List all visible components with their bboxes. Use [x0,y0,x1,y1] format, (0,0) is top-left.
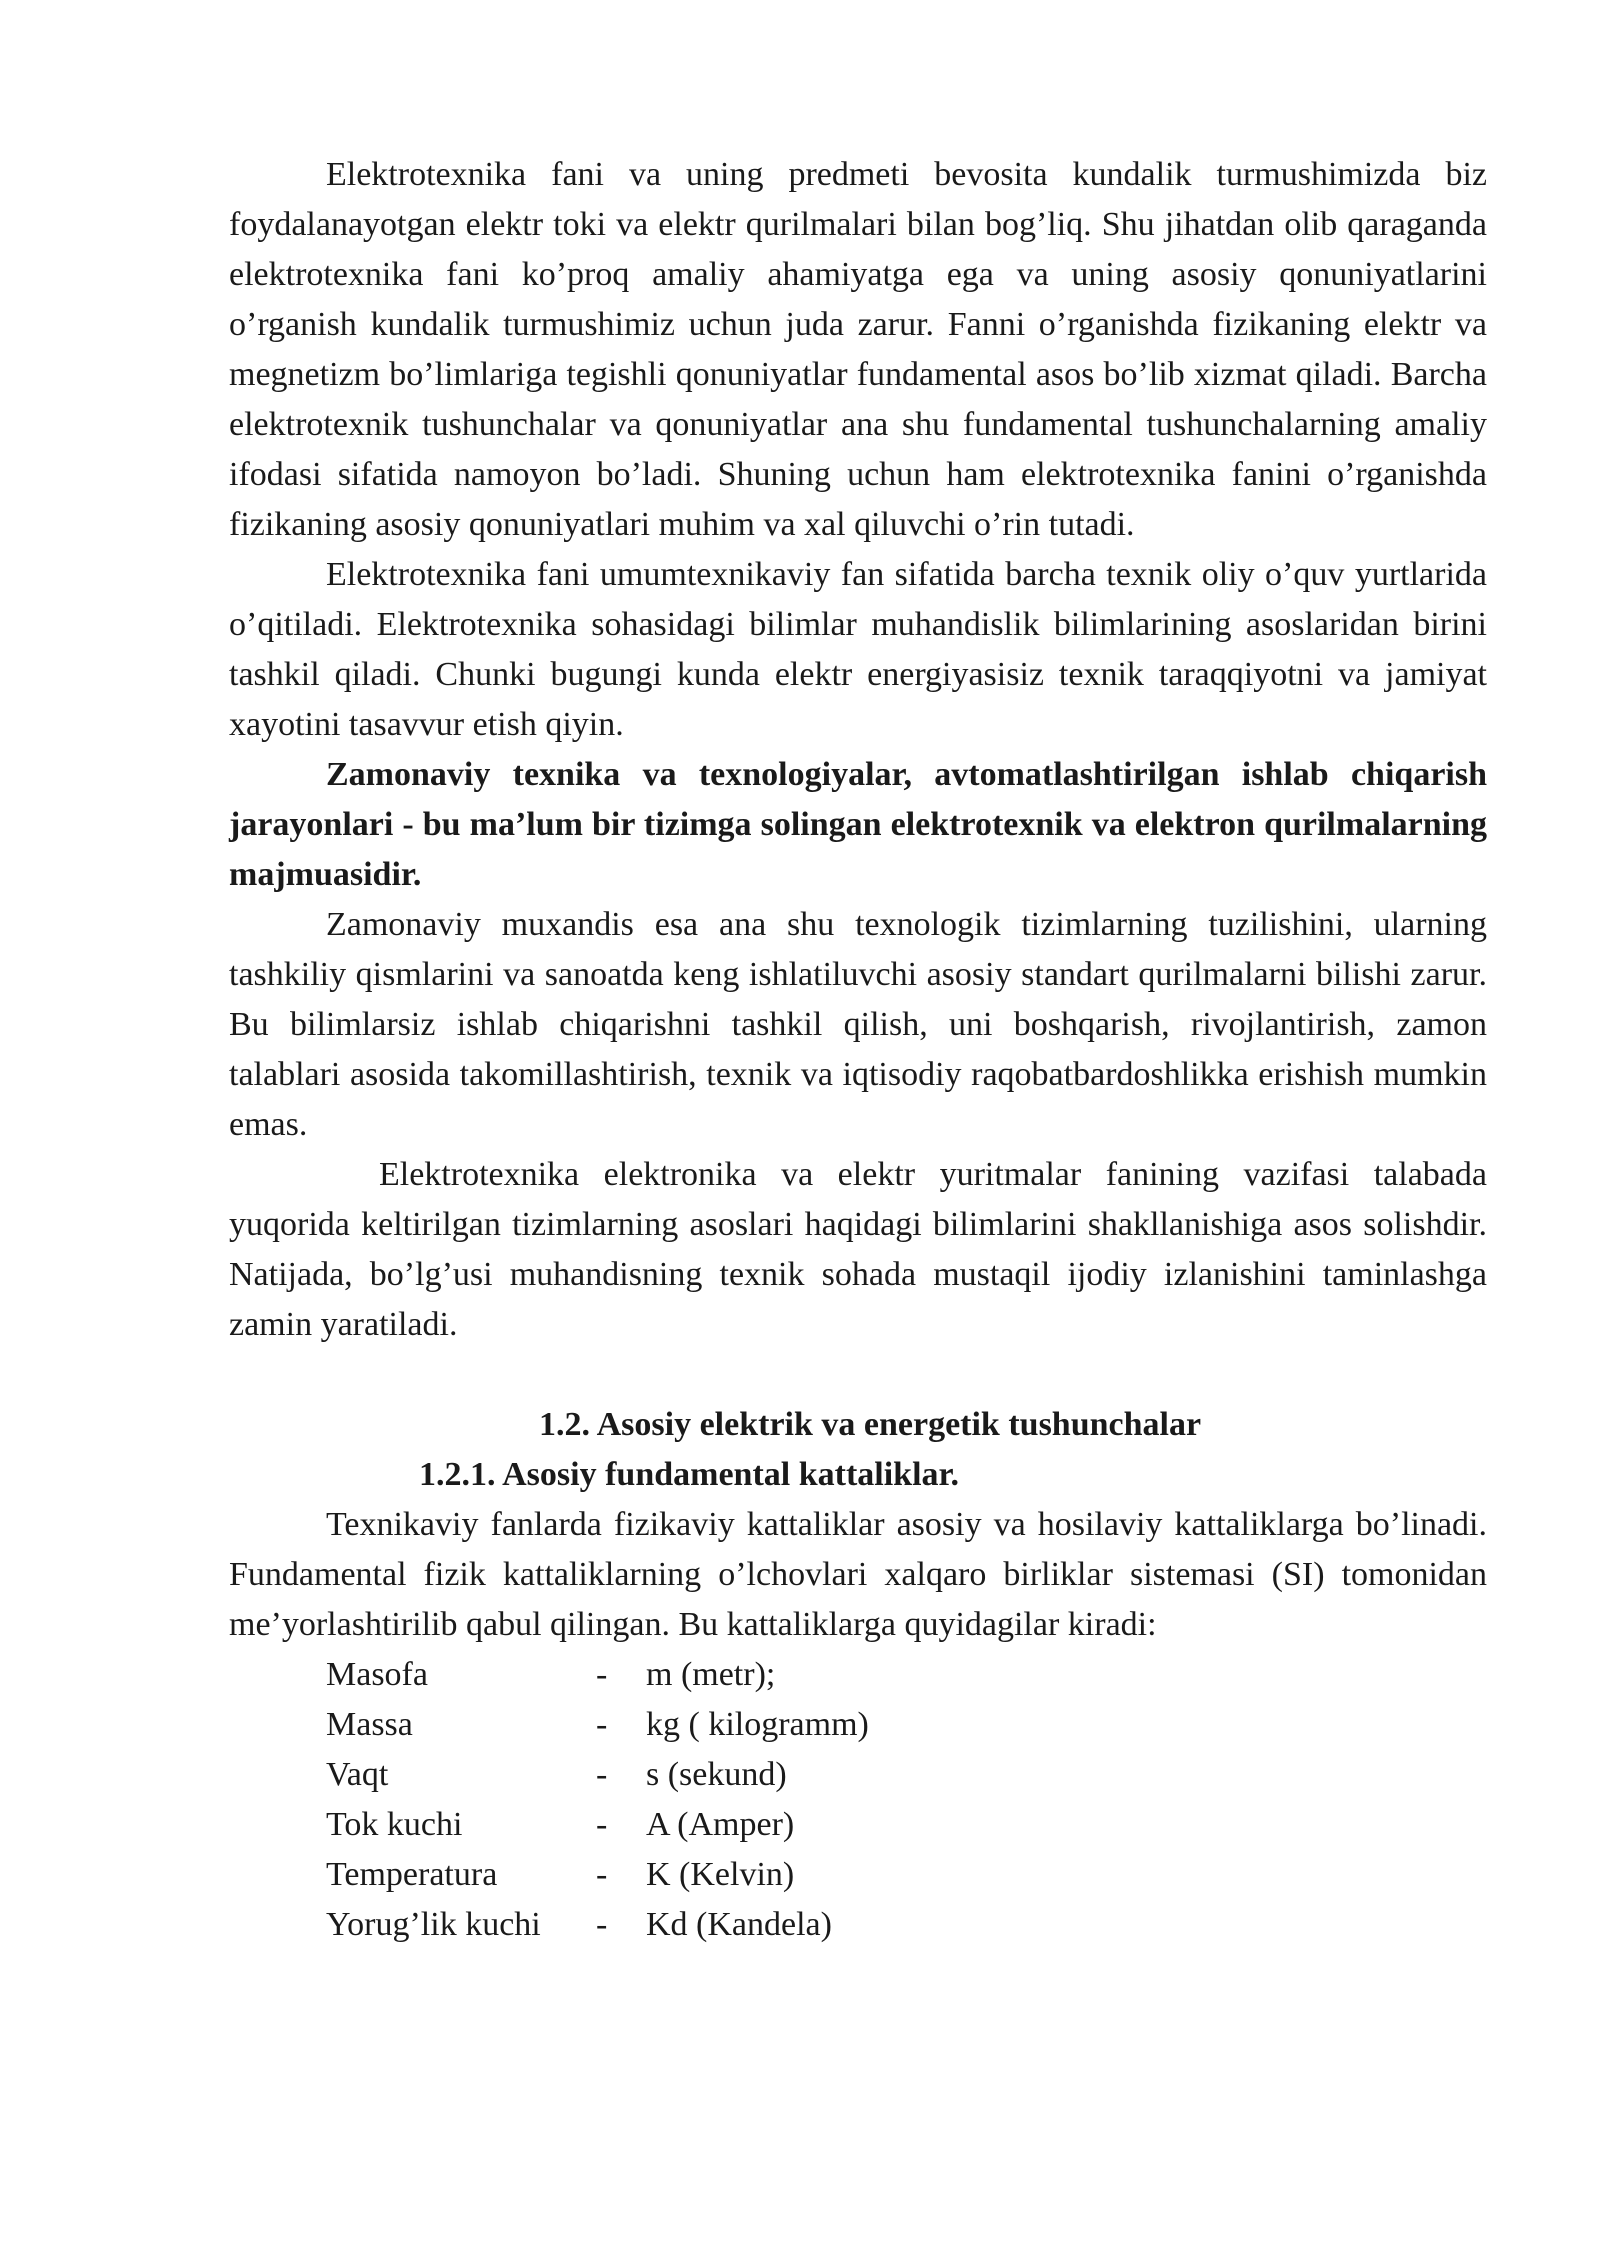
unit-name: Vaqt [326,1756,389,1793]
unit-value: A (Amper) [646,1806,795,1843]
unit-row-distance [229,1650,1487,1700]
unit-dash: - [596,1806,608,1843]
unit-name: Temperatura [326,1856,498,1893]
unit-name: Masofa [326,1656,428,1693]
paragraph-modern-engineer: Zamonaviy muxandis esa ana shu texnologik tizimlarning tuzilishini, ularning tashkiliy qismlarini va sanoatda keng ishlatiluvchi asosiy standart qurilmalarni bilishi zarur. Bu bilimlarsiz ishlab chiqarishni tashkil qilish, uni boshqarish, rivojlantirish, zamon talablari asosida takomillashtirish, texnik va iqtisodiy raqobatbardoshlikka erishish mumkin emas. [229,906,1487,1143]
section-spacer [229,1350,1487,1400]
unit-dash: - [596,1906,608,1943]
unit-value: s (sekund) [646,1756,787,1793]
paragraph-intro: Elektrotexnika fani va uning predmeti bevosita kundalik turmushimizda biz foydalanayotgan elektr toki va elektr qurilmalari bilan bog’liq. Shu jihatdan olib qaraganda elektrotexnika fani ko’proq amaliy ahamiyatga ega va uning asosiy qonuniyatlarini o’rganish kundalik turmushimiz uchun juda zarur. Fanni o’rganishda fizikaning elektr va megnetizm bo’limlariga tegishli qonuniyatlar fundamental asos bo’lib xizmat qiladi. Barcha elektrotexnik tushunchalar va qonuniyatlar ana shu fundamental tushunchalarning amaliy ifodasi sifatida namoyon bo’ladi. Shuning uchun ham elektrotexnika fanini o’rganishda fizikaning asosiy qonuniyatlari muhim va xal qiluvchi o’rin tutadi. [229,156,1487,543]
unit-name: Yorug’lik kuchi [326,1906,541,1943]
unit-row-luminous-intensity [229,1900,1487,1950]
unit-dash: - [596,1856,608,1893]
paragraph-modern-technology-bold: Zamonaviy texnika va texnologiyalar, avtomatlashtirilgan ishlab chiqarish jarayonlari - bu ma’lum bir tizimga solingan elektrotexnik va elektron qurilmalarning majmuasidir. [229,756,1487,893]
unit-dash: - [596,1706,608,1743]
unit-row-mass [229,1700,1487,1750]
unit-name: Tok kuchi [326,1806,463,1843]
unit-value: Kd (Kandela) [646,1906,832,1943]
unit-row-time [229,1750,1487,1800]
subsection-heading: 1.2.1. Asosiy fundamental kattaliklar. [419,1456,959,1493]
unit-value: K (Kelvin) [646,1856,795,1893]
unit-value: m (metr); [646,1656,776,1693]
unit-dash: - [596,1656,608,1693]
unit-row-temperature [229,1850,1487,1900]
unit-row-current [229,1800,1487,1850]
paragraph-course-task: Elektrotexnika elektronika va elektr yuritmalar fanining vazifasi talabada yuqorida keltirilgan tizimlarning asoslari haqidagi bilimlarini shakllanishiga asos solishdir. Natijada, bo’lg’usi muhandisning texnik sohada mustaqil ijodiy izlanishini taminlashga zamin yaratiladi. [229,1156,1487,1343]
paragraph-general-course: Elektrotexnika fani umumtexnikaviy fan sifatida barcha texnik oliy o’quv yurtlarida o’qitiladi. Elektrotexnika sohasidagi bilimlar muhandislik bilimlarining asoslaridan birini tashkil qiladi. Chunki bugungi kunda elektr energiyasisiz texnik taraqqiyotni va jamiyat xayotini tasavvur etish qiyin. [229,556,1487,743]
unit-name: Massa [326,1706,413,1743]
paragraph-si-units: Texnikaviy fanlarda fizikaviy kattaliklar asosiy va hosilaviy kattaliklarga bo’linadi. Fundamental fizik kattaliklarning o’lchovlari xalqaro birliklar sistemasi (SI) tomonidan me’yorlashtirilib qabul qilingan. Bu kattaliklarga quyidagilar kiradi: [229,1506,1487,1643]
document-page [229,150,1487,1950]
unit-value: kg ( kilogramm) [646,1706,869,1743]
section-heading: 1.2. Asosiy elektrik va energetik tushunchalar [539,1406,1202,1443]
units-list [229,1650,1487,1950]
unit-dash: - [596,1756,608,1793]
